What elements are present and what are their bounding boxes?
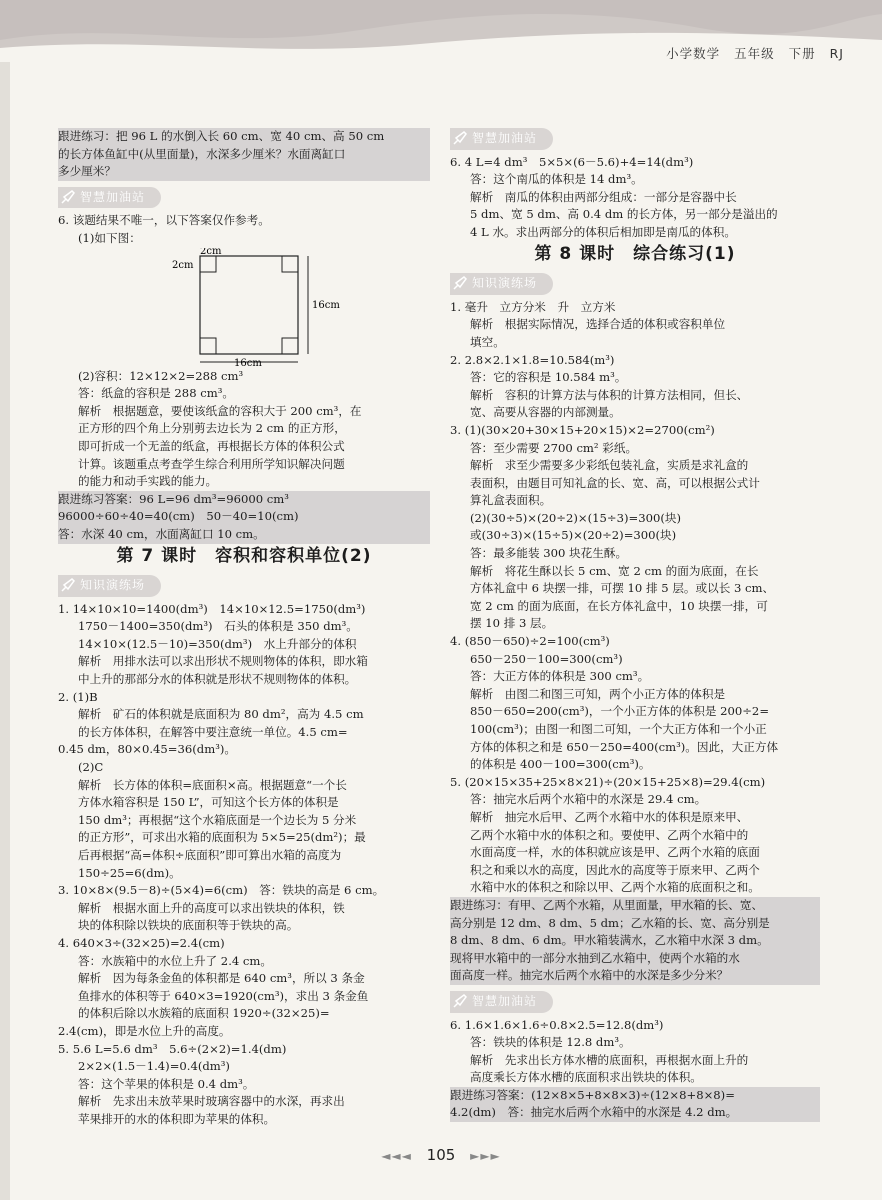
rocket-icon [60, 577, 76, 593]
next-arrows-icon: ►►► [470, 1149, 501, 1163]
text-line: 宽、高要从容器的内部测量。 [470, 405, 621, 420]
text-line: 6. 1.6×1.6×1.6÷0.8×2.5=12.8(dm³) [450, 1017, 664, 1032]
text-line: 解析 根据题意，要使该纸盒的容积大于 200 cm³，在 [78, 403, 362, 418]
follow-up-answer-left [58, 491, 430, 544]
text-line: 150÷25=6(dm)。 [78, 865, 181, 880]
header-edition: RJ [829, 46, 844, 61]
text-line: 解析 因为每条金鱼的体积都是 640 cm³，所以 3 条金 [78, 971, 365, 986]
rocket-icon [452, 993, 468, 1009]
text-line: 答：大正方体的体积是 300 cm³。 [470, 669, 650, 684]
text-line: 水箱中水的体积之和除以甲、乙两个水箱的底面积之和。 [470, 880, 760, 895]
text-line: 5 dm、宽 5 dm、高 0.4 dm 的长方体，另一部分是溢出的 [470, 207, 778, 222]
text-line: 4. (850－650)÷2=100(cm³) [450, 634, 610, 649]
header-term: 下册 [788, 46, 816, 61]
text-line: 的长方体体积，在解答中要注意统一单位。4.5 cm= [78, 724, 348, 739]
text-line: 方体礼盒中 6 块摆一排，可摆 10 排 5 层。或以长 3 cm、 [470, 581, 775, 596]
text-line: 650－250－100=300(cm³) [470, 651, 623, 666]
text-line: 答：纸盒的容积是 288 cm³。 [78, 386, 234, 401]
text-line: 答：这个南瓜的体积是 14 dm³。 [470, 172, 643, 187]
text-line: 5. (20×15×35+25×8×21)÷(20×15+25×8)=29.4(cm) [450, 774, 766, 789]
text-line: 跟进练习答案：96 L=96 dm³=96000 cm³ [58, 491, 289, 506]
text-line: 解析 容积的计算方法与体积的计算方法相同，但长、 [470, 387, 749, 402]
text-line: 高度乘长方体水槽的底面积求出铁块的体积。 [470, 1070, 702, 1085]
text-line: 4.2(dm) 答：抽完水后两个水箱中的水深是 4.2 dm。 [450, 1105, 738, 1120]
text-line: 跟进练习答案：(12×8×5+8×8×3)÷(12×8+8×8)= [450, 1087, 735, 1102]
text-line: 3. (1)(30×20+30×15+20×15)×2=2700(cm²) [450, 422, 715, 437]
text-line: 填空。 [470, 334, 505, 349]
text-line: 8 dm、8 dm、6 dm。甲水箱装满水，乙水箱中水深 3 dm。 [450, 933, 769, 948]
text-line: 现将甲水箱中的一部分水抽到乙水箱中，使两个水箱的水 [450, 950, 740, 965]
text-line: 多少厘米？ [58, 164, 116, 179]
lesson-7-answers [58, 601, 430, 1129]
text-line: 1. 14×10×10=1400(dm³) 14×10×12.5=1750(dm³) [58, 601, 366, 616]
text-line: 答：它的容积是 10.584 m³。 [470, 370, 627, 385]
text-line: 4 L 水。求出两部分的体积后相加即是南瓜的体积。 [470, 224, 736, 239]
text-line: 解析 用排水法可以求出形状不规则物体的体积，即水箱 [78, 654, 368, 669]
text-line: 方体水箱容积是 150 L”，可知这个长方体的体积是 [78, 795, 339, 810]
text-line: 即可折成一个无盖的纸盒，再根据长方体的体积公式 [78, 438, 345, 453]
lesson-8-title: 第 8 课时 综合练习(1) [534, 243, 736, 264]
follow-up-question-left [58, 128, 430, 181]
text-line: 中上升的那部分水的体积就是形状不规则物体的体积。 [78, 672, 357, 687]
text-line: 2×2×(1.5－1.4)=0.4(dm³) [78, 1059, 230, 1074]
text-line: 2. (1)B [58, 689, 98, 704]
text-line: 答：水深 40 cm，水面离缸口 10 cm。 [58, 526, 265, 541]
text-line: (2)(30÷5)×(20÷2)×(15÷3)=300(块) [470, 510, 682, 525]
section-banner [58, 187, 161, 209]
text-line: 14×10×(12.5－10)=350(dm³) 水上升部分的体积 [78, 636, 357, 651]
text-line: 答：水族箱中的水位上升了 2.4 cm。 [78, 953, 273, 968]
text-line: (2)容积：12×12×2=288 cm³ [78, 368, 244, 383]
label-top: 2cm [200, 247, 222, 257]
text-line: 1. 毫升 立方分米 升 立方米 [450, 299, 616, 314]
label-right: 16cm [312, 299, 340, 311]
text-line: 6. 该题结果不唯一，以下答案仅作参考。 [58, 213, 270, 228]
text-line: 积之和乘以水的高度，因此水的高度等于原来甲、乙两个 [470, 862, 760, 877]
header-subject: 小学数学 [666, 46, 721, 61]
text-line: 高分别是 12 dm、8 dm、5 dm；乙水箱的长、宽、高分别是 [450, 915, 770, 930]
banner-label: 知识演练场 [80, 578, 146, 593]
text-line: 答：这个苹果的体积是 0.4 dm³。 [78, 1076, 255, 1091]
lesson-8-answers [450, 299, 820, 897]
section-banner [450, 991, 553, 1013]
text-line: 块的体积除以铁块的底面积等于铁块的高。 [78, 918, 299, 933]
left-column [58, 128, 430, 1129]
text-line: 2.4(cm)，即是水位上升的高度。 [58, 1023, 231, 1038]
text-line: 的长方体鱼缸中(从里面量)，水深多少厘米？水面离缸口 [58, 146, 346, 161]
text-line: 解析 由图二和图三可知，两个小正方体的体积是 [470, 686, 726, 701]
text-line: 1750－1400=350(dm³) 石头的体积是 350 dm³。 [78, 619, 358, 634]
text-line: 面高度一样。抽完水后两个水箱中的水深是多少分米？ [450, 968, 729, 983]
text-line: 水面高度一样，水的体积就应该是甲、乙两个水箱的底面 [470, 845, 760, 860]
text-line: 6. 4 L=4 dm³ 5×5×(6－5.6)+4=14(dm³) [450, 154, 694, 169]
text-line: 的体积是 400－100=300(cm³)。 [470, 757, 651, 772]
text-line: 解析 抽完水后甲、乙两个水箱中水的体积是原来甲、 [470, 809, 749, 824]
text-line: 解析 南瓜的体积由两部分组成：一部分是容器中长 [470, 189, 737, 204]
section-banner [450, 128, 553, 150]
section-banner [58, 575, 161, 597]
text-line: 后再根据“高=体积÷底面积”即可算出水箱的高度为 [78, 848, 342, 862]
text-line: 3. 10×8×(9.5－8)÷(5×4)=6(cm) 答：铁块的高是 6 cm。 [58, 883, 385, 898]
text-line: 解析 矿石的体积就是底面积为 80 dm²，高为 4.5 cm [78, 707, 364, 722]
text-line: 5. 5.6 L=5.6 dm³ 5.6÷(2×2)=1.4(dm) [58, 1041, 287, 1056]
prev-arrows-icon: ◄◄◄ [381, 1149, 412, 1163]
header-labels [652, 44, 844, 62]
right-column [450, 128, 820, 1122]
text-line: 苹果排开的水的体积即为苹果的体积。 [78, 1111, 276, 1126]
text-line: 解析 长方体的体积=底面积×高。根据题意“一个长 [78, 777, 347, 792]
text-line: 表面积，由题目可知礼盒的长、宽、高，可以根据公式计 [470, 475, 760, 490]
follow-up-question-right [450, 897, 820, 985]
text-line: (1)如下图： [78, 230, 141, 245]
text-line: 摆 10 排 3 层。 [470, 616, 554, 631]
box-net-figure [58, 248, 430, 368]
text-line: 850－650=200(cm³)，一个小正方体的体积是 200÷2= [470, 704, 770, 719]
label-bottom: 16cm [234, 357, 262, 368]
text-line: 96000÷60÷40=40(cm) 50－40=10(cm) [58, 509, 299, 524]
text-line: 答：铁块的体积是 12.8 dm³。 [470, 1035, 631, 1050]
text-line: 计算。该题重点考查学生综合利用所学知识解决问题 [78, 456, 345, 471]
text-line: (2)C [78, 760, 104, 775]
text-line: 跟进练习：把 96 L 的水倒入长 60 cm、宽 40 cm、高 50 cm [58, 129, 385, 143]
text-line: 的正方形”，可求出水箱的底面积为 5×5=25(dm²)；最 [78, 830, 366, 845]
box-net-diagram [58, 248, 430, 368]
lesson-8-extra-answer [450, 1017, 820, 1087]
text-line: 或(30÷3)×(15÷5)×(20÷2)=300(块) [470, 528, 677, 543]
page-footer [0, 1146, 882, 1164]
section-banner [450, 273, 553, 295]
text-line: 解析 先求出未放苹果时玻璃容器中的水深，再求出 [78, 1094, 345, 1109]
text-line: 答：抽完水后两个水箱中的水深是 29.4 cm。 [470, 792, 707, 807]
page-spine [0, 62, 10, 1200]
text-line: 4. 640×3÷(32×25)=2.4(cm) [58, 935, 225, 950]
rocket-icon [60, 189, 76, 205]
banner-label: 智慧加油站 [80, 189, 146, 204]
text-line: 的能力和动手实践的能力。 [78, 474, 218, 489]
text-line: 鱼排水的体积等于 640×3=1920(cm³)，求出 3 条金鱼 [78, 988, 369, 1003]
text-line: 算礼盒表面积。 [470, 493, 552, 508]
text-line: 150 dm³；再根据“这个水箱底面是一个边长为 5 分米 [78, 812, 357, 827]
page-number: 105 [426, 1146, 456, 1164]
lesson-6-extra-answer [450, 154, 820, 242]
text-line: 解析 根据水面上升的高度可以求出铁块的体积，铁 [78, 900, 345, 915]
banner-label: 知识演练场 [472, 276, 538, 291]
label-left: 2cm [172, 259, 194, 271]
text-line: 的体积后除以水族箱的底面积 1920÷(32×25)= [78, 1006, 330, 1021]
text-line: 答：最多能装 300 块花生酥。 [470, 546, 628, 561]
rocket-icon [452, 275, 468, 291]
text-line: 解析 将花生酥以长 5 cm、宽 2 cm 的面为底面，在长 [470, 563, 759, 578]
banner-label: 智慧加油站 [472, 993, 538, 1008]
text-line: 解析 根据实际情况，选择合适的体积或容积单位 [470, 317, 726, 332]
follow-up-answer-right [450, 1087, 820, 1122]
text-line: 2. 2.8×2.1×1.8=10.584(m³) [450, 352, 615, 367]
text-line: 解析 先求出长方体水槽的底面积，再根据水面上升的 [470, 1052, 749, 1067]
text-line: 宽 2 cm 的面为底面，在长方体礼盒中，10 块摆一排，可 [470, 598, 768, 613]
text-line: 方体的体积之和是 650－250=400(cm³)。因此，大正方体 [470, 739, 779, 754]
text-line: 跟进练习：有甲、乙两个水箱，从里面量，甲水箱的长、宽、 [450, 897, 764, 912]
header-grade: 五年级 [734, 46, 775, 61]
text-line: 答：至少需要 2700 cm² 彩纸。 [470, 440, 638, 455]
rocket-icon [452, 130, 468, 146]
text-line: 正方形的四个角上分别剪去边长为 2 cm 的正方形， [78, 421, 346, 436]
text-line: 100(cm³)；由图一和图二可知，一个大正方体和一个小正 [470, 722, 767, 736]
lesson-7-title: 第 7 课时 容积和容积单位(2) [116, 545, 372, 566]
banner-label: 智慧加油站 [472, 131, 538, 145]
text-line: 解析 求至少需要多少彩纸包装礼盒，实质是求礼盒的 [470, 458, 749, 473]
text-line: 0.45 dm，80×0.45=36(dm³)。 [58, 742, 236, 757]
text-line: 乙两个水箱中水的体积之和。要使甲、乙两个水箱中的 [470, 827, 749, 842]
